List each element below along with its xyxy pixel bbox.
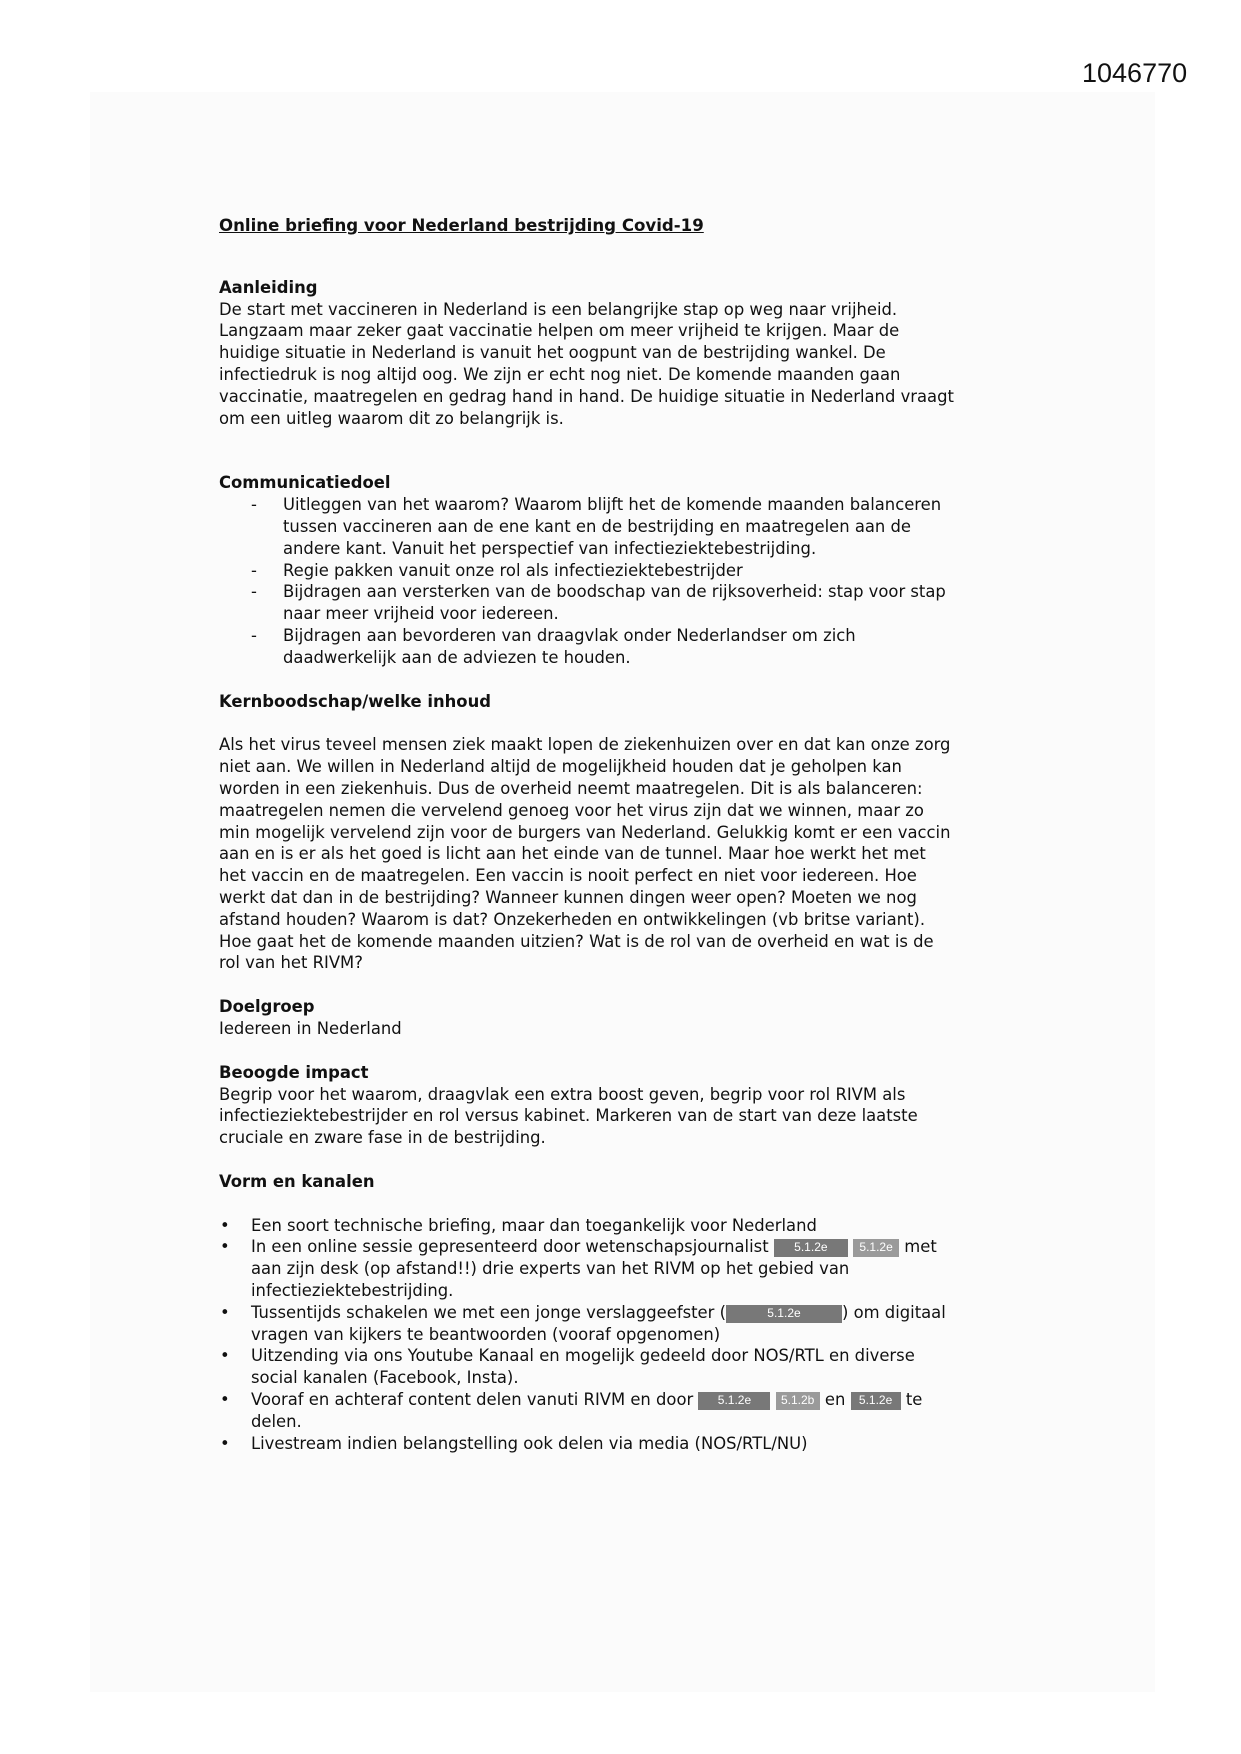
text-line: - Uitleggen van het waarom? Waarom blijft het de komende maanden balanceren (283, 495, 942, 515)
redaction-box: 5.1.2e (726, 1305, 842, 1323)
list-item (219, 1433, 1049, 1455)
text-segment: met (904, 1237, 937, 1257)
text-line: Begrip voor het waarom, draagvlak een extra boost geven, begrip voor rol RIVM als (219, 1084, 906, 1104)
text-line: - Bijdragen aan versterken van de boodschap van de rijksoverheid: stap voor stap (283, 582, 946, 602)
list-item (219, 494, 1049, 559)
text-line: Hoe gaat het de komende maanden uitzien? Wat is de rol van de overheid en wat is de (219, 931, 934, 951)
heading-communicatiedoel: Communicatiedoel (219, 473, 391, 493)
list-item (219, 581, 1049, 625)
vorm-list (219, 1215, 1049, 1455)
heading-kernboodschap: Kernboodschap/welke inhoud (219, 691, 491, 711)
text-line: De start met vaccineren in Nederland is een belangrijke stap op weg naar vrijheid. (219, 299, 898, 319)
text-line: infectiedruk is nog altijd oog. We zijn er echt nog niet. De komende maanden gaan (219, 364, 901, 384)
text-line: rol van het RIVM? (219, 953, 363, 973)
text-line: huidige situatie in Nederland is vanuit het oogpunt van de bestrijding wankel. De (219, 343, 886, 363)
text-line: werkt dat dan in de bestrijding? Wanneer kunnen dingen weer open? Moeten we nog (219, 887, 917, 907)
text-segment: en (824, 1390, 846, 1410)
list-item (219, 560, 1049, 582)
text-line: social kanalen (Facebook, Insta). (251, 1368, 519, 1388)
communicatiedoel-list (219, 494, 1049, 668)
list-item (219, 1389, 1049, 1433)
text-line: - Regie pakken vanuit onze rol als infectieziektebestrijder (283, 560, 743, 580)
text-line: niet aan. We willen in Nederland altijd de mogelijkheid houden dat je geholpen kan (219, 757, 902, 777)
document-title: Online briefing voor Nederland bestrijding Covid-19 (219, 216, 704, 235)
text-line: vaccinatie, maatregelen en gedrag hand in hand. De huidige situatie in Nederland vraagt (219, 386, 954, 406)
text-line: worden in een ziekenhuis. Dus de overheid neemt maatregelen. Dit is als balanceren: (219, 778, 923, 798)
list-item (219, 1215, 1049, 1237)
text-segment: te (905, 1390, 923, 1410)
text-line: tussen vaccineren aan de ene kant en de bestrijding en maatregelen aan de (283, 516, 912, 536)
text-line (251, 1389, 1049, 1411)
document-id: 1046770 (1082, 58, 1188, 88)
heading-doelgroep: Doelgroep (219, 997, 315, 1017)
text-segment: ) om digitaal (841, 1302, 946, 1322)
redaction-box: 5.1.2e (774, 1239, 848, 1257)
list-item (219, 1345, 1049, 1389)
heading-aanleiding: Aanleiding (219, 277, 318, 297)
text-line: afstand houden? Waarom is dat? Onzekerheden en ontwikkelingen (vb britse variant). (219, 909, 926, 929)
document-body (219, 215, 1049, 1454)
text-line (251, 1236, 1049, 1258)
text-segment: Tussentijds schakelen we met een jonge verslaggeefster ( (251, 1302, 726, 1322)
text-line: naar meer vrijheid voor iedereen. (283, 604, 559, 624)
text-line: min mogelijk vervelend zijn voor de burgers van Nederland. Gelukkig komt er een vaccin (219, 822, 951, 842)
text-line: vragen van kijkers te beantwoorden (vooraf opgenomen) (251, 1324, 721, 1344)
text-segment: Vooraf en achteraf content delen vanuti RIVM en door (251, 1390, 694, 1410)
text-line: - Bijdragen aan bevorderen van draagvlak onder Nederlandser om zich (283, 625, 856, 645)
heading-vorm-en-kanalen: Vorm en kanalen (219, 1171, 375, 1191)
text-line: daadwerkelijk aan de adviezen te houden. (283, 647, 631, 667)
list-item (219, 1236, 1049, 1301)
redaction-box: 5.1.2b (776, 1392, 820, 1410)
text-line: Langzaam maar zeker gaat vaccinatie helpen om meer vrijheid te krijgen. Maar de (219, 321, 900, 341)
redaction-box: 5.1.2e (853, 1239, 899, 1257)
text-line: aan zijn desk (op afstand!!) drie experts van het RIVM op het gebied van (251, 1259, 850, 1279)
text-line: infectieziektebestrijding. (251, 1281, 454, 1301)
list-item (219, 1302, 1049, 1346)
text-line: het vaccin en de maatregelen. Een vaccin is nooit perfect en niet voor iedereen. Hoe (219, 866, 917, 886)
text-line: Als het virus teveel mensen ziek maakt lopen de ziekenhuizen over en dat kan onze zorg (219, 735, 951, 755)
text-line: • Livestream indien belangstelling ook delen via media (NOS/RTL/NU) (251, 1433, 808, 1453)
text-line (251, 1302, 1049, 1324)
text-line: cruciale en zware fase in de bestrijding. (219, 1128, 546, 1148)
aanleiding-text (219, 299, 1049, 430)
redaction-box: 5.1.2e (851, 1392, 901, 1410)
list-item (219, 625, 1049, 669)
text-line: delen. (251, 1411, 302, 1431)
text-line: om een uitleg waarom dit zo belangrijk is. (219, 408, 564, 428)
redaction-box: 5.1.2e (698, 1392, 770, 1410)
impact-text (219, 1084, 1049, 1149)
doelgroep-text: Iedereen in Nederland (219, 1018, 402, 1038)
text-line: andere kant. Vanuit het perspectief van infectieziektebestrijding. (283, 538, 817, 558)
text-line: maatregelen nemen die vervelend genoeg voor het virus zijn dat we winnen, maar zo (219, 800, 924, 820)
text-segment: In een online sessie gepresenteerd door wetenschapsjournalist (251, 1237, 769, 1257)
kernboodschap-text (219, 734, 1049, 974)
text-line: • Een soort technische briefing, maar dan toegankelijk voor Nederland (251, 1215, 817, 1235)
text-line: aan en is er als het goed is licht aan het einde van de tunnel. Maar hoe werkt het met (219, 844, 926, 864)
text-line: • Uitzending via ons Youtube Kanaal en mogelijk gedeeld door NOS/RTL en diverse (251, 1346, 915, 1366)
heading-beoogde-impact: Beoogde impact (219, 1062, 369, 1082)
text-line: infectieziektebestrijder en rol versus kabinet. Markeren van de start van deze laatste (219, 1106, 918, 1126)
